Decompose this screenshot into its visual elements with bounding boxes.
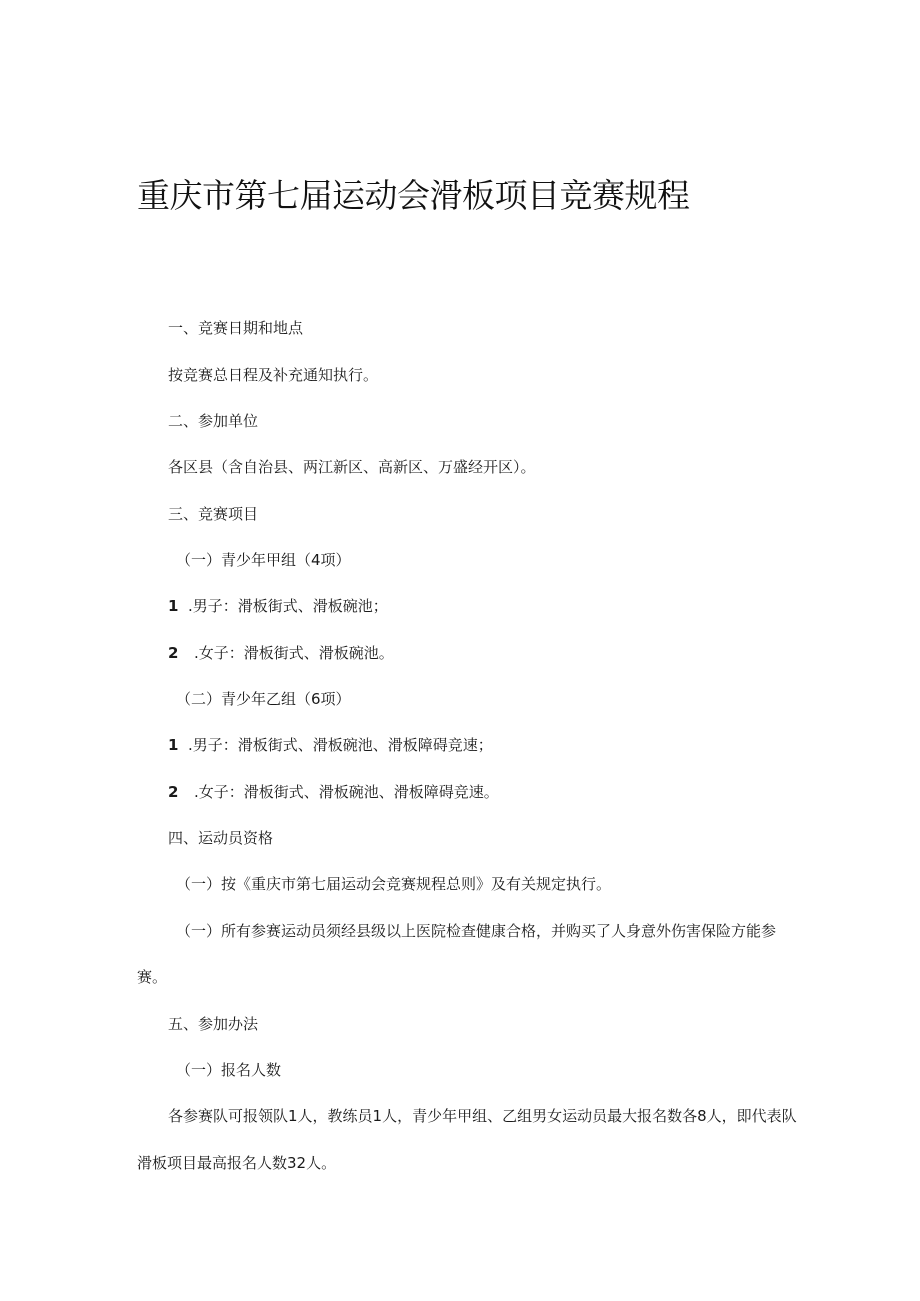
item-text: .女子：滑板街式、滑板碗池、滑板障碍竞速。 [194,783,499,801]
item-text: .男子：滑板街式、滑板碗池； [188,597,388,615]
section-3-sub1-item-2 [168,643,394,663]
item-number: 1 [168,597,179,615]
item-number: 1 [168,736,179,754]
section-4-item-1: （一）按《重庆市第七届运动会竞赛规程总则》及有关规定执行。 [176,875,612,893]
section-3-heading: 三、竞赛项目 [168,505,259,523]
section-5-subheading-1: （一）报名人数 [176,1061,282,1079]
section-2-heading: 二、参加单位 [168,412,259,430]
section-2-body: 各区县（含自治县、两江新区、高新区、万盛经开区）。 [168,458,536,476]
section-3-sub1-item-1 [168,596,388,616]
section-4-item-2-line-1: （一）所有参赛运动员须经县级以上医院检查健康合格，并购买了人身意外伤害保险方能参 [176,922,777,940]
section-5-body-line-2: 滑板项目最高报名人数32人。 [137,1154,337,1172]
section-4-heading: 四、运动员资格 [168,829,274,847]
item-number: 2 [168,644,179,662]
item-text: .女子：滑板街式、滑板碗池。 [194,644,394,662]
section-4-item-2-line-2: 赛。 [137,968,168,986]
section-3-subheading-1: （一）青少年甲组（4项） [176,551,351,569]
section-1-heading: 一、竞赛日期和地点 [168,319,304,337]
section-3-subheading-2: （二）青少年乙组（6项） [176,690,351,708]
document-title: 重庆市第七届运动会滑板项目竞赛规程 [137,176,690,215]
section-1-body: 按竞赛总日程及补充通知执行。 [168,366,379,384]
section-5-heading: 五、参加办法 [168,1015,259,1033]
section-3-sub2-item-2 [168,782,499,802]
item-text: .男子：滑板街式、滑板碗池、滑板障碍竞速； [188,736,493,754]
section-3-sub2-item-1 [168,735,493,755]
item-number: 2 [168,783,179,801]
section-5-body-line-1: 各参赛队可报领队1人，教练员1人，青少年甲组、乙组男女运动员最大报名数各8人，即代表队 [168,1107,797,1125]
